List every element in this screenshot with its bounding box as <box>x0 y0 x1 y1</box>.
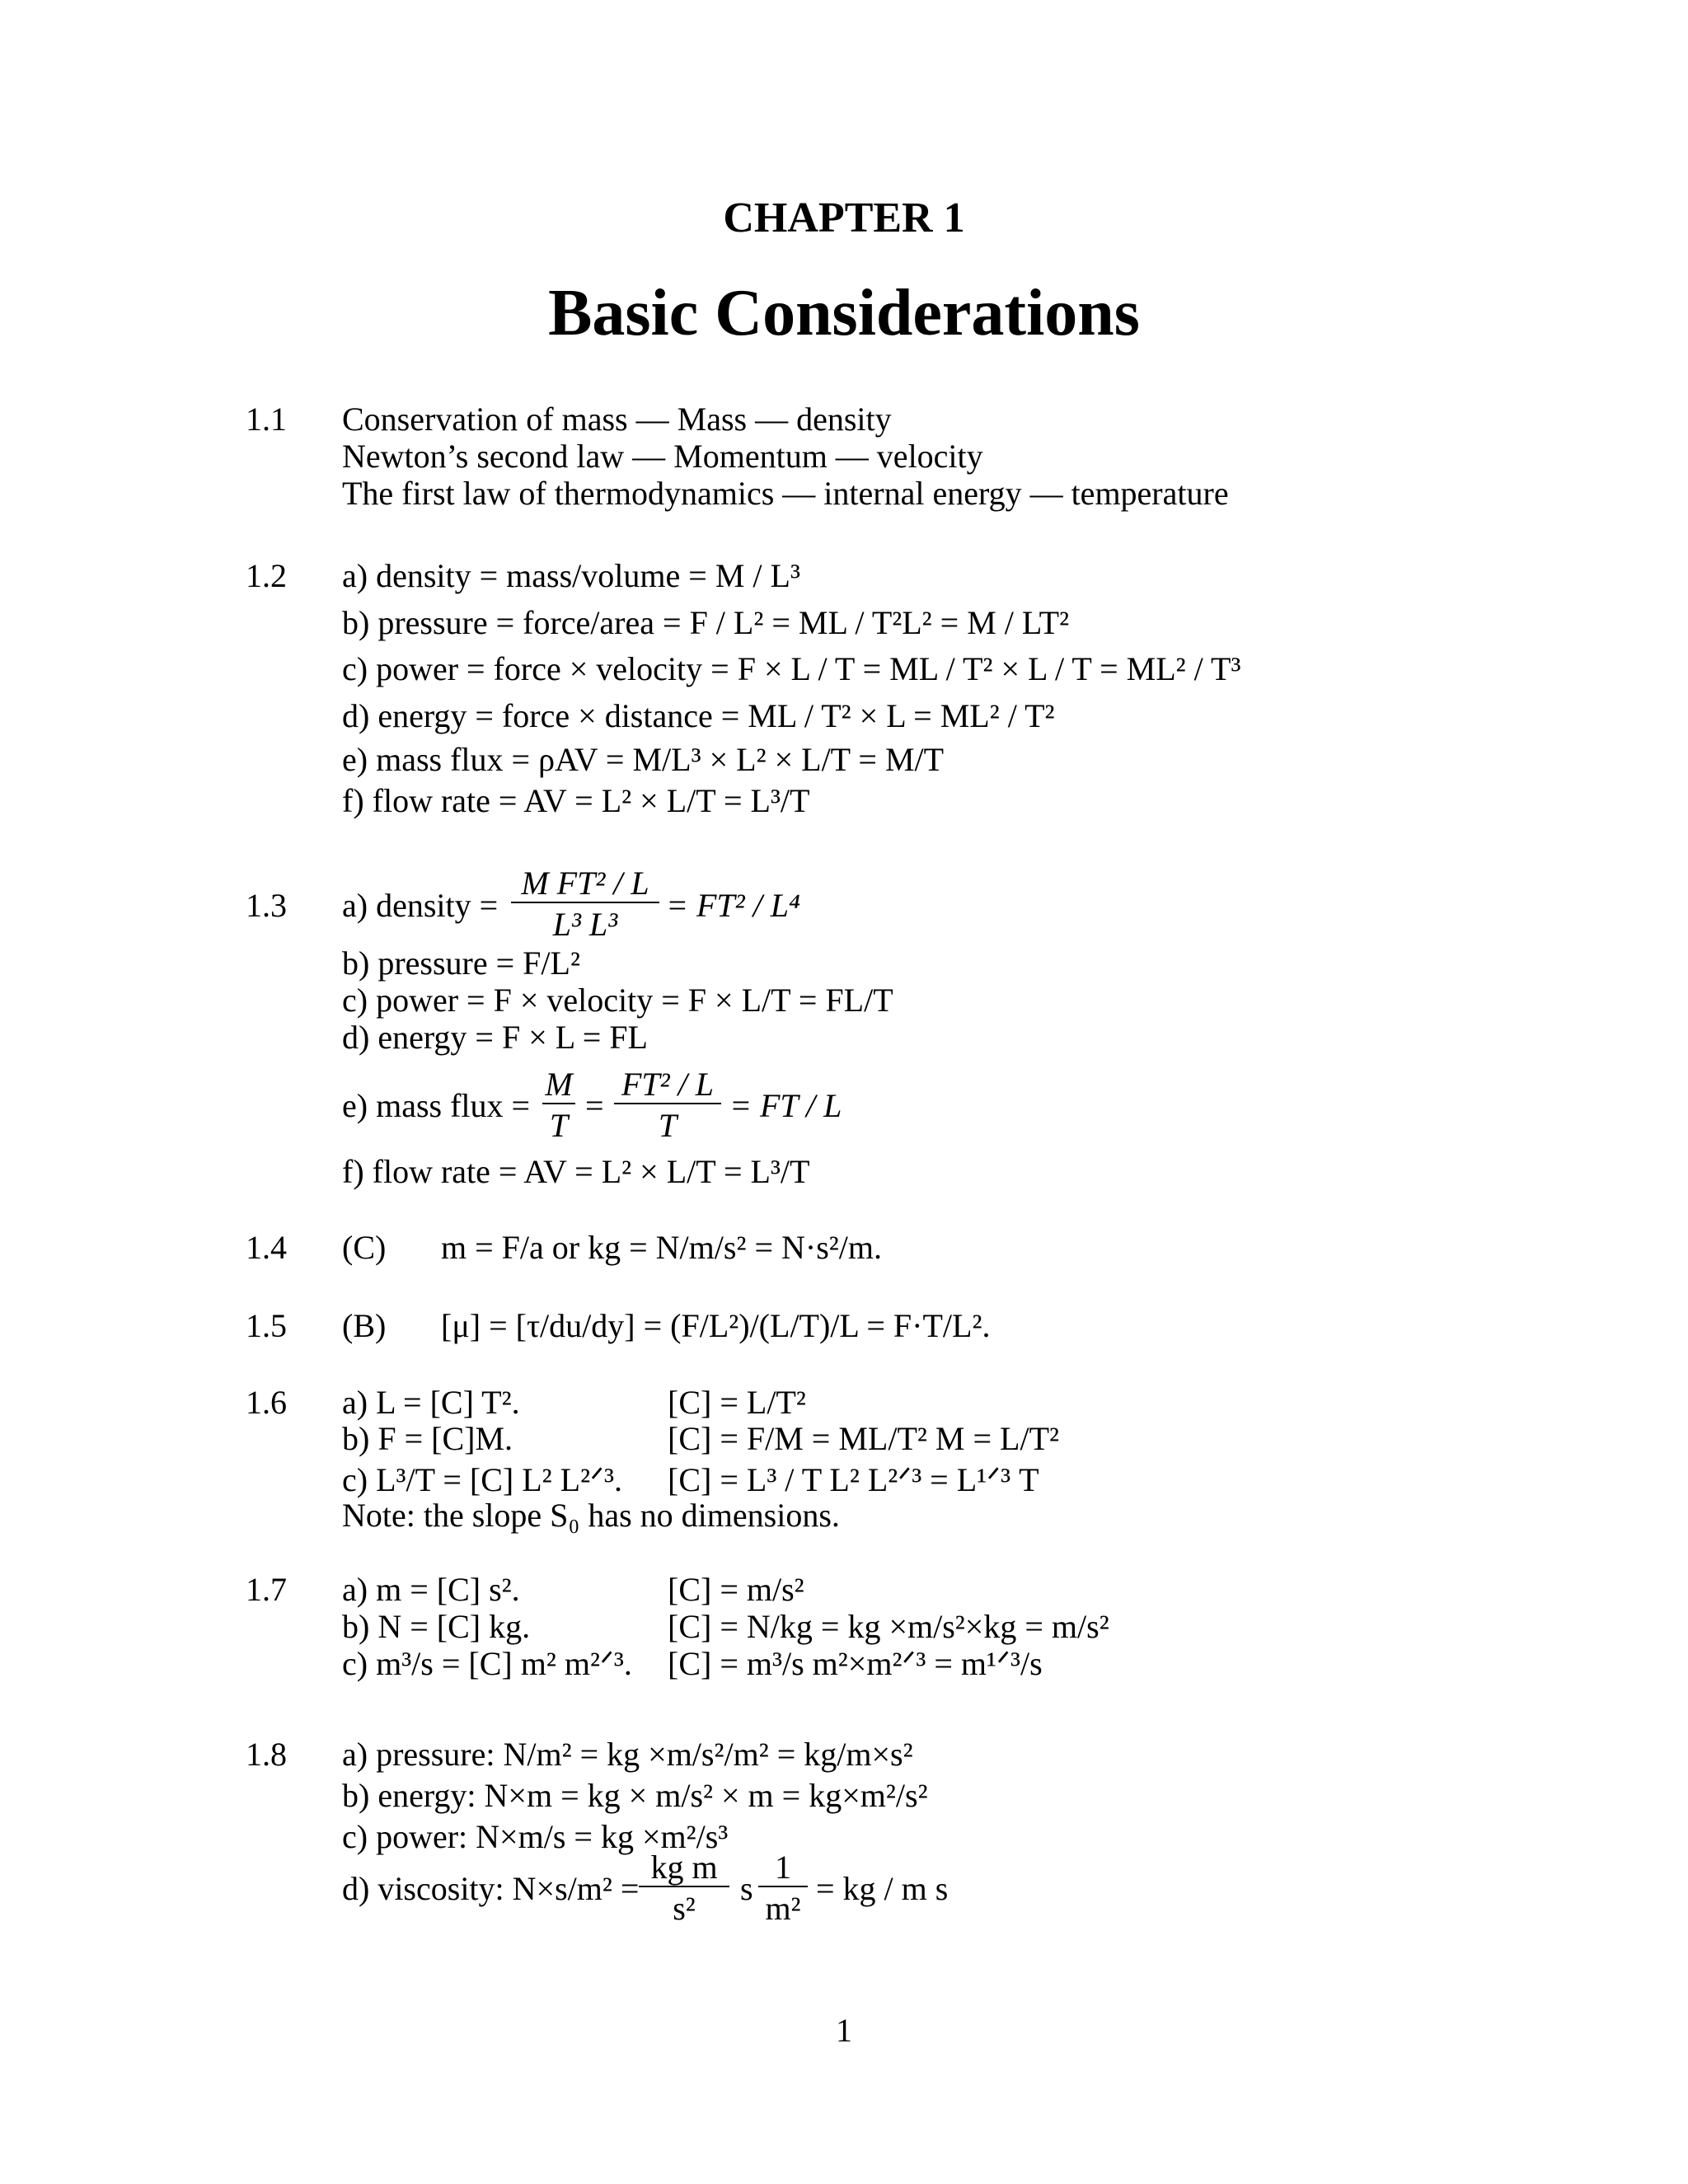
fraction-numerator: FT² / L <box>621 1066 715 1103</box>
text-line: c) power = F × velocity = F × L/T = FL/T <box>342 982 893 1019</box>
text-line: e) mass flux = ρAV = M/L³ × L² × L/T = M/T <box>342 741 945 778</box>
fraction-numerator: M <box>545 1066 573 1103</box>
text-line: a) pressure: N/m² = kg ×m/s²/m² = kg/m×s² <box>342 1736 913 1773</box>
fraction-denominator: m² <box>765 1890 801 1927</box>
text-line: [C] = L/T² <box>668 1384 806 1421</box>
text-line: [C] = F/M = ML/T² M = L/T² <box>668 1420 1059 1457</box>
text-line: c) power: N×m/s = kg ×m²/s³ <box>342 1818 729 1855</box>
fraction-bar <box>639 1886 729 1887</box>
text-line: c) L³/T = [C] L² L²ᐟ³. <box>342 1461 622 1498</box>
section-number: 1.3 <box>246 887 287 924</box>
section-number: 1.4 <box>246 1229 287 1266</box>
text-line: d) energy = force × distance = ML / T² × L = ML² / T² <box>342 697 1055 734</box>
text-line: [C] = L³ / T L² L²ᐟ³ = L¹ᐟ³ T <box>668 1461 1039 1498</box>
equation-result: = FT² / L⁴ <box>666 887 800 924</box>
text-line: b) F = [C]M. <box>342 1420 513 1457</box>
text-line: Conservation of mass — Mass — density <box>342 401 892 438</box>
section-number: 1.8 <box>246 1736 287 1773</box>
equation-label: e) mass flux = <box>342 1087 531 1124</box>
text-line: a) L = [C] T². <box>342 1384 520 1421</box>
equation-label: a) density = <box>342 887 499 924</box>
section-number: 1.2 <box>246 557 287 594</box>
text-line: [μ] = [τ/du/dy] = (F/L²)/(L/T)/L = F·T/L². <box>441 1307 991 1344</box>
section-number: 1.5 <box>246 1307 287 1344</box>
fraction-denominator: T <box>549 1107 569 1144</box>
fraction-denominator: L³ L³ <box>552 906 618 943</box>
fraction-numerator: 1 <box>775 1849 791 1886</box>
equation-result: = kg / m s <box>816 1870 949 1907</box>
equation-term: s <box>740 1870 753 1907</box>
text-line: c) m³/s = [C] m² m²ᐟ³. <box>342 1645 632 1682</box>
equation-label: d) viscosity: N×s/m² = <box>342 1870 640 1907</box>
equation-result: = FT / L <box>729 1087 842 1124</box>
fraction-numerator: M FT² / L <box>521 865 649 902</box>
page-number: 1 <box>836 2012 852 2049</box>
note: Note: the slope S₀ has no dimensions. <box>342 1497 840 1534</box>
section-number: 1.7 <box>246 1571 287 1608</box>
chapter-heading: CHAPTER 1 <box>723 194 965 241</box>
fraction-denominator: s² <box>673 1890 696 1927</box>
text-line: a) m = [C] s². <box>342 1571 520 1608</box>
text-line: b) pressure = F/L² <box>342 944 580 982</box>
text-line: m = F/a or kg = N/m/s² = N·s²/m. <box>441 1229 882 1266</box>
text-line: [C] = N/kg = kg ×m/s²×kg = m/s² <box>668 1608 1109 1645</box>
text-line: The first law of thermodynamics — internal energy — temperature <box>342 475 1229 512</box>
fraction-denominator: T <box>658 1107 678 1144</box>
text-line: b) energy: N×m = kg × m/s² × m = kg×m²/s² <box>342 1777 928 1814</box>
fraction-bar <box>758 1886 808 1887</box>
text-line: f) flow rate = AV = L² × L/T = L³/T <box>342 1153 810 1190</box>
chapter-title: Basic Considerations <box>548 277 1140 349</box>
text-line: a) density = mass/volume = M / L³ <box>342 557 800 594</box>
equals-sign: = <box>585 1087 604 1124</box>
text-line: c) power = force × velocity = F × L / T = ML / T² × L / T = ML² / T³ <box>342 650 1241 687</box>
fraction-bar <box>542 1103 575 1104</box>
fraction-bar <box>614 1103 721 1104</box>
text-line: [C] = m/s² <box>668 1571 804 1608</box>
fraction-bar <box>511 902 659 903</box>
text-line: b) N = [C] kg. <box>342 1608 531 1645</box>
section-number: 1.1 <box>246 401 287 438</box>
text-line: [C] = m³/s m²×m²ᐟ³ = m¹ᐟ³/s <box>668 1645 1043 1682</box>
text-line: Newton’s second law — Momentum — velocity <box>342 438 983 475</box>
fraction-numerator: kg m <box>650 1849 718 1886</box>
text-line: b) pressure = force/area = F / L² = ML / T²L² = M / LT² <box>342 604 1070 641</box>
answer-choice: (C) <box>342 1229 387 1266</box>
text-line: f) flow rate = AV = L² × L/T = L³/T <box>342 782 810 819</box>
section-number: 1.6 <box>246 1384 287 1421</box>
text-line: d) energy = F × L = FL <box>342 1019 648 1056</box>
answer-choice: (B) <box>342 1307 387 1344</box>
